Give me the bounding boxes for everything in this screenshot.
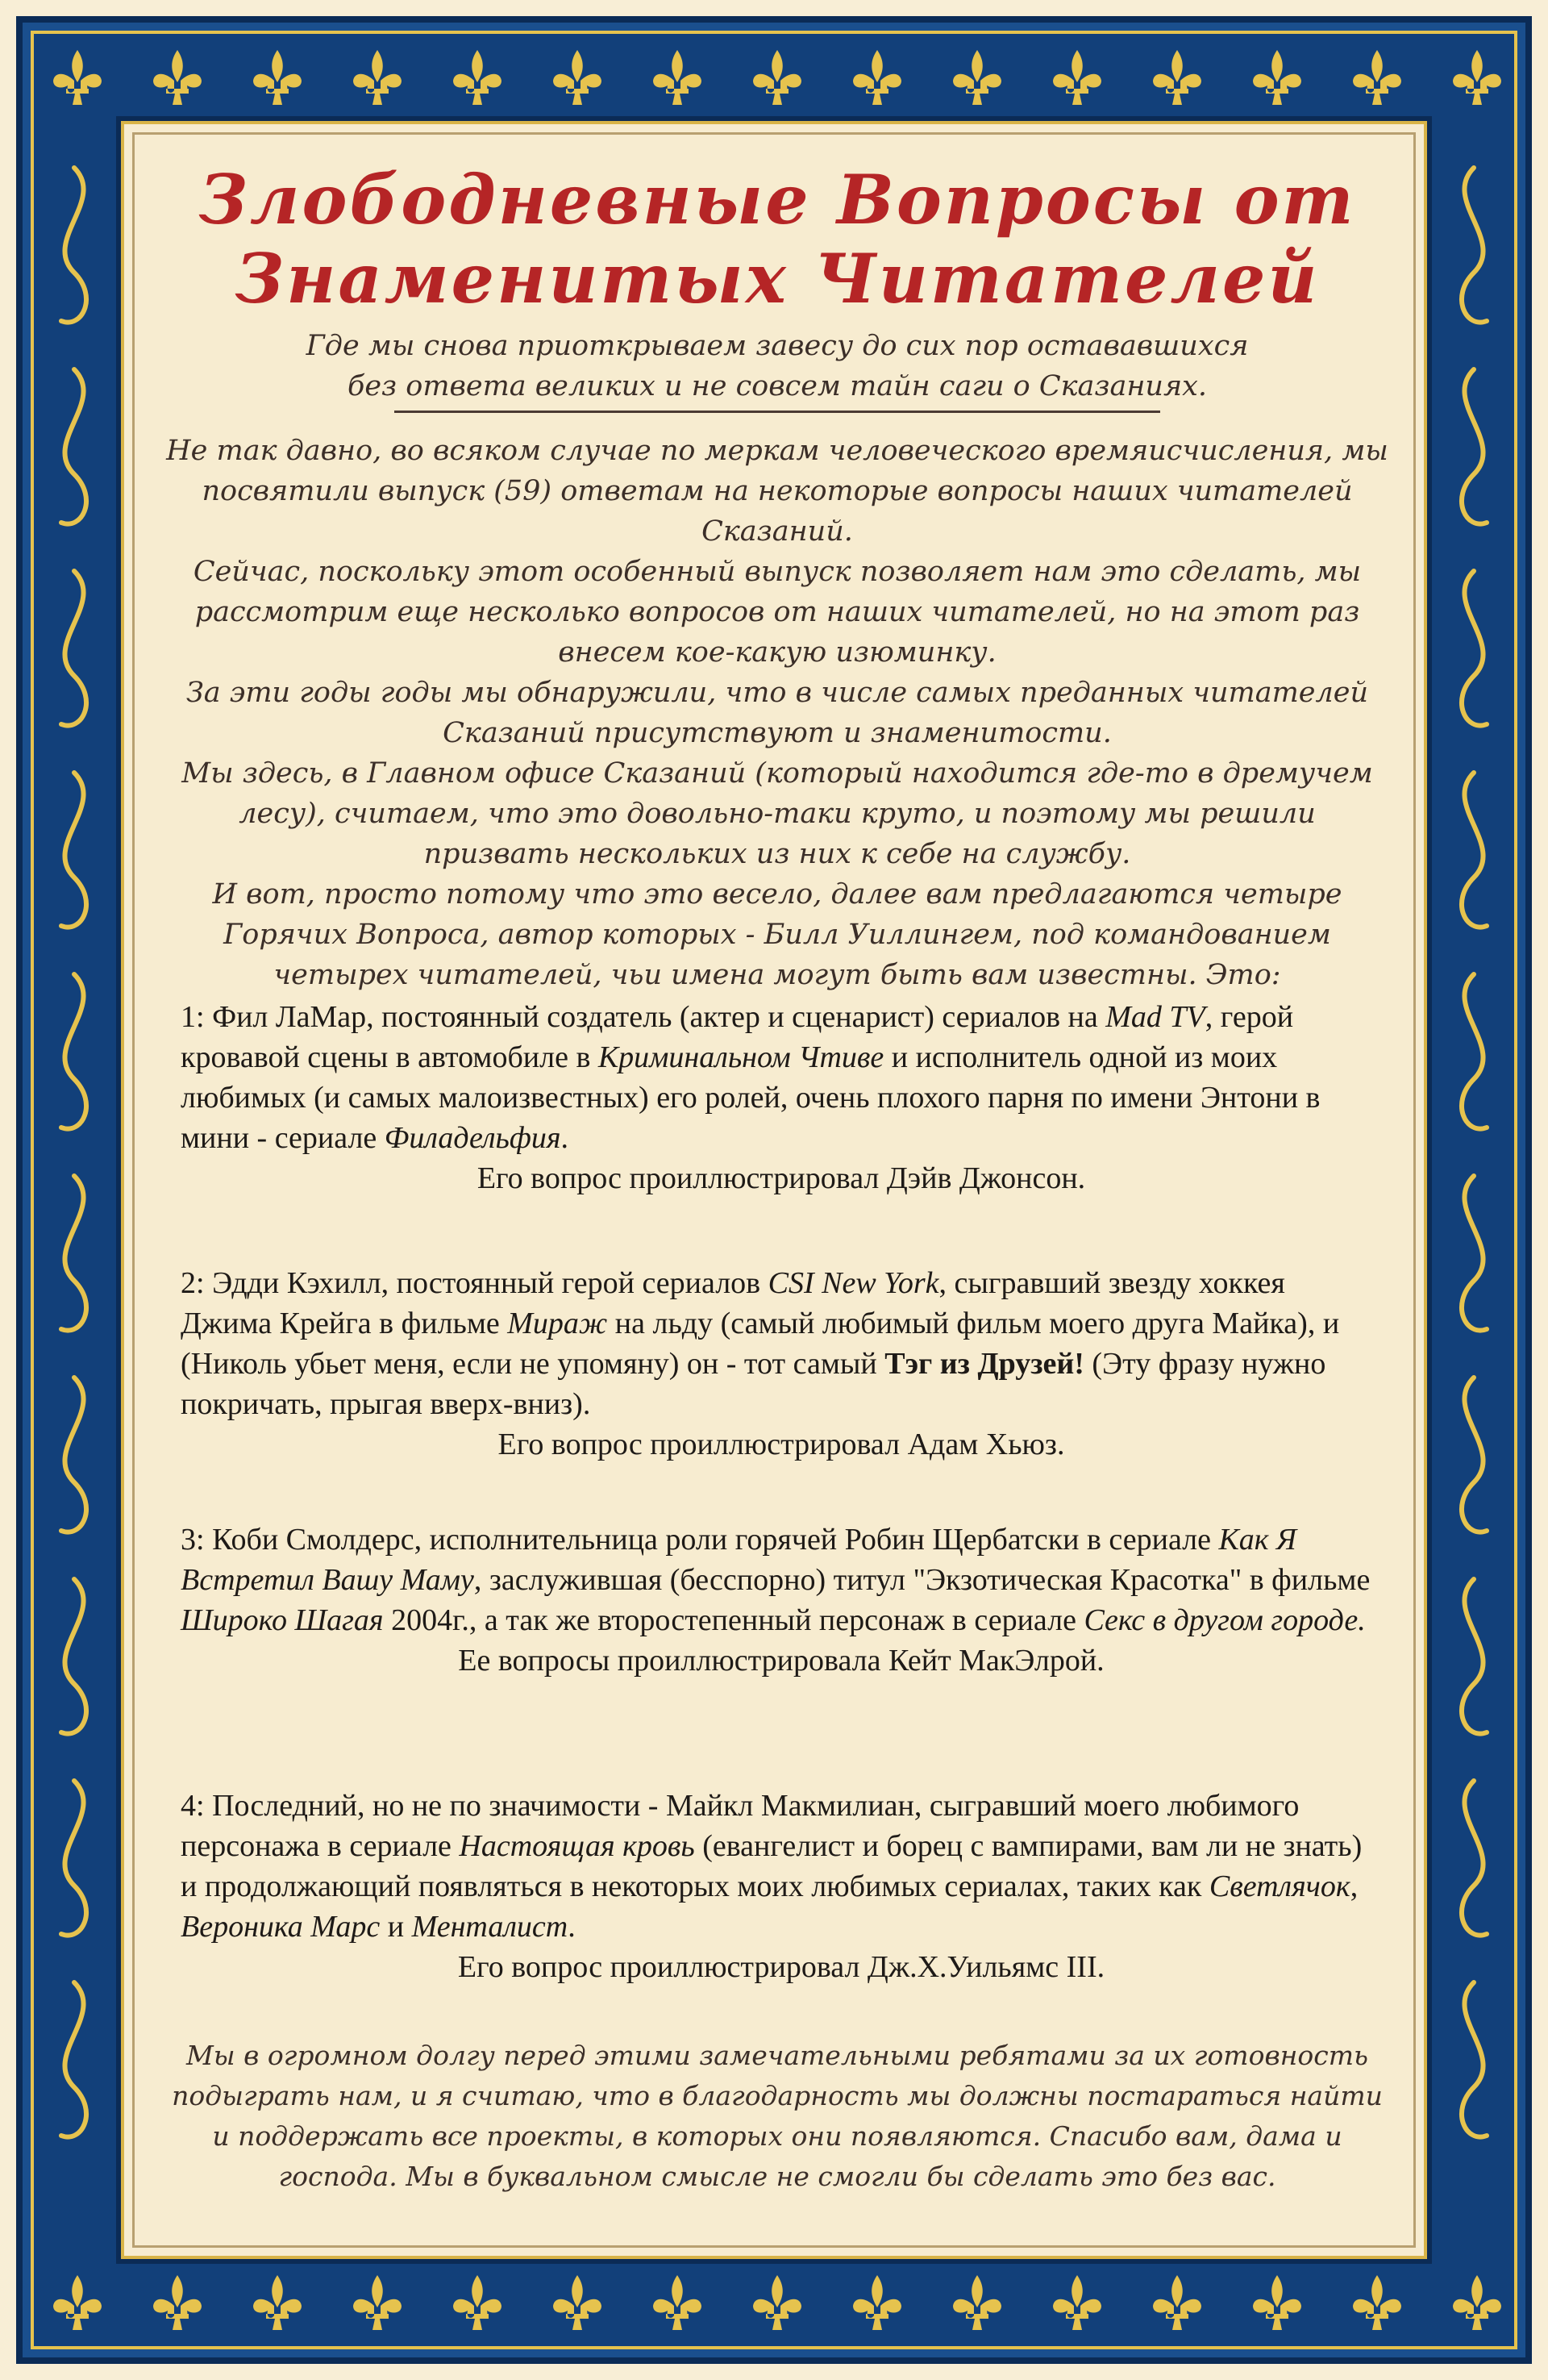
intro-line: Не так давно, во всяком случае по меркам человеческого времяисчисления, мы xyxy=(166,435,1388,467)
scroll-ornament-icon xyxy=(61,974,86,1129)
question-3 xyxy=(181,1519,1382,1681)
intro-text xyxy=(124,431,1430,995)
illustrator-credit: Его вопрос проиллюстрировал Дж.Х.Уильямс III. xyxy=(457,1950,1105,1984)
intro-line: Мы здесь, в Главном офисе Сказаний (который находится где-то в дремучем xyxy=(181,757,1373,790)
fleur-de-lis-icon xyxy=(153,50,202,105)
closing-line: подыграть нам, и я считаю, что в благодарность мы должны постараться найти xyxy=(172,2080,1383,2111)
fleur-de-lis-icon xyxy=(753,2275,801,2330)
scroll-ornament-icon xyxy=(1462,974,1487,1129)
title-line-1: Злободневные Вопросы от xyxy=(198,160,1356,240)
show-title: Светлячок xyxy=(1209,1869,1350,1903)
show-title: CSI New York xyxy=(768,1266,939,1300)
question-number: 1: xyxy=(181,1000,205,1034)
closing-text xyxy=(124,2036,1430,2197)
question-4-text xyxy=(181,1786,1382,1947)
show-title: Как Я Встретил Вашу Маму xyxy=(181,1523,1296,1597)
show-title: Широко Шагая xyxy=(181,1603,384,1637)
question-text: и xyxy=(380,1910,412,1944)
scroll-ornament-icon xyxy=(1462,1579,1487,1734)
question-4 xyxy=(181,1786,1382,1987)
fleur-de-lis-icon xyxy=(1353,50,1401,105)
fleur-de-lis-icon xyxy=(353,50,402,105)
fleur-de-lis-icon xyxy=(453,50,501,105)
fleur-de-lis-icon xyxy=(553,2275,601,2330)
illustrator-credit: Ее вопросы проиллюстрировала Кейт МакЭлрой. xyxy=(458,1644,1105,1678)
fleur-de-lis-icon xyxy=(953,2275,1001,2330)
fleur-de-lis-icon xyxy=(1053,50,1101,105)
question-number: 4: xyxy=(181,1789,205,1823)
subtitle-line-1: Где мы снова приоткрываем завесу до сих пор остававшихся xyxy=(306,330,1249,362)
scroll-ornament-icon xyxy=(1462,1378,1487,1532)
question-text: , заслужившая (бесспорно) титул "Экзотическая Красотка" в фильме xyxy=(473,1563,1371,1597)
fleur-de-lis-icon xyxy=(753,50,801,105)
fleur-de-lis-icon xyxy=(353,2275,402,2330)
fleur-de-lis-icon xyxy=(1253,2275,1301,2330)
question-1-text xyxy=(181,997,1382,1158)
question-text: на льду (самый любимый фильм моего друга Майка), и (Николь убьет меня, если не упомяну) он - тот самый xyxy=(181,1307,1340,1381)
scroll-ornament-icon xyxy=(61,1982,86,2137)
show-title: Филадельфия xyxy=(384,1121,561,1155)
intro-line: За эти годы годы мы обнаружили, что в числе самых преданных читателей xyxy=(185,677,1369,709)
question-text: , сыгравший звезду хоккея Джима Крейга в фильме xyxy=(181,1266,1285,1340)
closing-line: господа. Мы в буквальном смысле не смогли бы сделать это без вас. xyxy=(278,2161,1276,2192)
show-title: Секс в другом городе. xyxy=(1084,1603,1366,1637)
fleur-de-lis-icon xyxy=(53,50,102,105)
fleur-de-lis-icon xyxy=(1453,50,1501,105)
title-line-2: Знаменитых Читателей xyxy=(235,239,1320,319)
fleur-de-lis-icon xyxy=(253,50,302,105)
intro-line: четырех читателей, чьи имена могут быть вам известны. Это: xyxy=(273,959,1281,991)
fleur-de-lis-icon xyxy=(653,50,701,105)
scroll-ornament-icon xyxy=(61,773,86,927)
fleur-de-lis-icon xyxy=(53,2275,102,2330)
scroll-ornament-icon xyxy=(1462,1982,1487,2137)
intro-line: рассмотрим еще несколько вопросов от наших читателей, но на этот раз xyxy=(194,596,1360,628)
question-text: Последний, но не по значимости - Майкл Макмилиан, сыгравший моего любимого персонажа в сериале xyxy=(181,1789,1300,1863)
intro-line: призвать нескольких из них к себе на службу. xyxy=(423,838,1131,870)
fleur-de-lis-icon xyxy=(1153,50,1201,105)
scroll-ornament-icon xyxy=(1462,369,1487,524)
fleur-de-lis-icon xyxy=(1353,2275,1401,2330)
fleur-de-lis-icon xyxy=(953,50,1001,105)
show-title: Настоящая кровь xyxy=(459,1829,695,1863)
fleur-de-lis-icon xyxy=(1053,2275,1101,2330)
show-title: Мираж xyxy=(507,1307,608,1340)
fleur-de-lis-icon xyxy=(253,2275,302,2330)
fleur-de-lis-icon xyxy=(653,2275,701,2330)
closing-line: и поддержать все проекты, в которых они появляются. Спасибо вам, дама и xyxy=(212,2120,1342,2152)
illustrator-credit: Его вопрос проиллюстрировал Адам Хьюз. xyxy=(497,1428,1065,1461)
question-text: Фил ЛаМар, постоянный создатель (актер и сценарист) сериалов на xyxy=(204,1000,1106,1034)
question-3-text xyxy=(181,1519,1382,1640)
scroll-ornament-icon xyxy=(61,1176,86,1331)
scroll-ornament-icon xyxy=(1462,168,1487,323)
question-2 xyxy=(181,1263,1382,1465)
question-text: Коби Смолдерс, исполнительница роли горячей Робин Щербатски в сериале xyxy=(204,1523,1219,1557)
fleur-de-lis-icon xyxy=(853,2275,901,2330)
scroll-ornament-icon xyxy=(1462,773,1487,927)
scroll-ornament-icon xyxy=(61,369,86,524)
intro-line: Горячих Вопроса, автор которых - Билл Уиллингем, под командованием xyxy=(223,919,1331,951)
intro-line: Сказаний присутствуют и знаменитости. xyxy=(443,717,1112,749)
scroll-ornament-icon xyxy=(61,571,86,726)
fleur-de-lis-icon xyxy=(553,50,601,105)
show-title: Mad TV xyxy=(1105,1000,1205,1034)
question-text: . xyxy=(568,1910,576,1944)
subtitle-line-2: без ответа великих и не совсем тайн саги о Сказаниях. xyxy=(347,370,1208,402)
fleur-de-lis-icon xyxy=(853,50,901,105)
question-text: 2004г., а так же второстепенный персонаж в сериале xyxy=(383,1603,1084,1637)
fleur-de-lis-icon xyxy=(1253,50,1301,105)
subtitle-divider xyxy=(394,411,1160,413)
intro-line: посвятили выпуск (59) ответам на некоторые вопросы наших читателей Сказаний. xyxy=(202,475,1353,548)
question-text: и исполнитель одной из моих любимых (и самых малоизвестных) его ролей, очень плохого парня по имени Энтони в мини - сериале xyxy=(181,1040,1321,1155)
question-2-text xyxy=(181,1263,1382,1424)
question-text: , xyxy=(1350,1869,1359,1903)
question-number: 3: xyxy=(181,1523,205,1557)
subtitle xyxy=(124,326,1430,406)
question-text: , герой кровавой сцены в автомобиле в xyxy=(181,1000,1294,1074)
illustrator-credit: Его вопрос проиллюстрировал Дэйв Джонсон. xyxy=(476,1161,1086,1195)
intro-line: лесу), считаем, что это довольно-таки круто, и поэтому мы решили xyxy=(239,798,1316,830)
scroll-ornament-icon xyxy=(61,168,86,323)
scroll-ornament-icon xyxy=(61,1378,86,1532)
show-title: Вероника Марс xyxy=(181,1910,381,1944)
scroll-ornament-icon xyxy=(1462,1176,1487,1331)
scroll-ornament-icon xyxy=(61,1781,86,1936)
closing-line: Мы в огромном долгу перед этими замечательными ребятами за их готовность xyxy=(185,2040,1369,2071)
question-text: . xyxy=(560,1121,568,1155)
show-title: Криминальном Чтиве xyxy=(597,1040,884,1074)
intro-line: Сейчас, поскольку этот особенный выпуск позволяет нам это сделать, мы xyxy=(193,556,1362,588)
scroll-ornament-icon xyxy=(1462,1781,1487,1936)
fleur-de-lis-icon xyxy=(1153,2275,1201,2330)
question-1 xyxy=(181,997,1382,1198)
fleur-de-lis-icon xyxy=(453,2275,501,2330)
emphasis: Тэг из Друзей! xyxy=(884,1347,1084,1381)
parchment-panel xyxy=(121,121,1427,2259)
question-text: (Эту фразу нужно покричать, прыгая вверх-вниз). xyxy=(181,1347,1326,1421)
intro-line: внесем кое-какую изюминку. xyxy=(558,636,997,669)
fleur-de-lis-icon xyxy=(153,2275,202,2330)
fleur-de-lis-icon xyxy=(1453,2275,1501,2330)
scroll-ornament-icon xyxy=(61,1579,86,1734)
show-title: Менталист xyxy=(411,1910,568,1944)
question-text: Эдди Кэхилл, постоянный герой сериалов xyxy=(204,1266,768,1300)
question-text: (евангелист и борец с вампирами, вам ли не знать) и продолжающий появляться в некоторых моих любимых сериалах, таких как xyxy=(181,1829,1363,1903)
intro-line: И вот, просто потому что это весело, далее вам предлагаются четыре xyxy=(212,878,1342,911)
scroll-ornament-icon xyxy=(1462,571,1487,726)
question-number: 2: xyxy=(181,1266,205,1300)
